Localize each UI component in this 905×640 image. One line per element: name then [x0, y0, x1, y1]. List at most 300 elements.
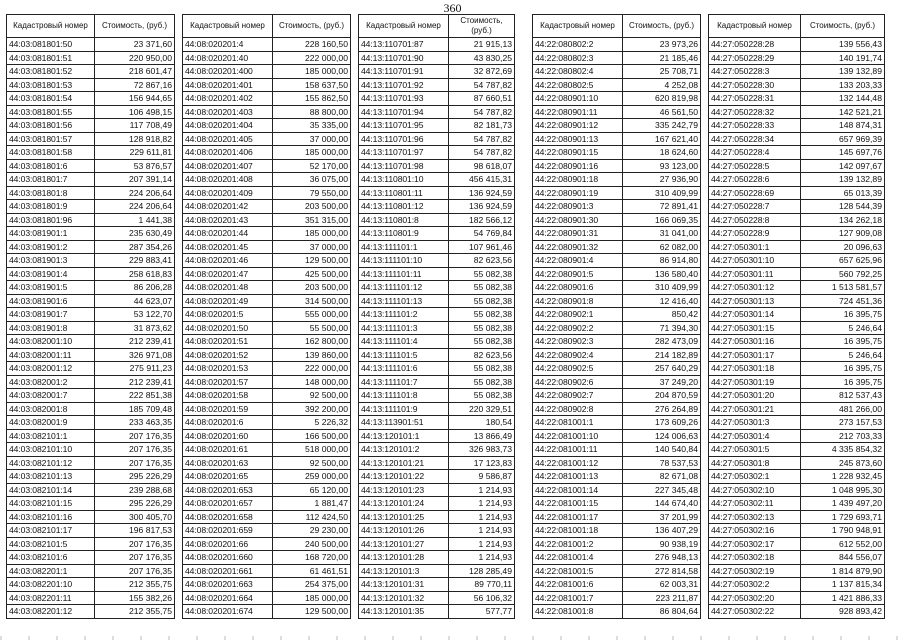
cost-cell: 155 862,50 [273, 92, 351, 106]
table-row [7, 537, 175, 551]
table-row [533, 213, 701, 227]
cadastral-number-cell: 44:03:081901:3 [7, 254, 95, 268]
table-row [359, 524, 515, 538]
cadastral-number-cell: 44:27:050302:2 [709, 578, 801, 592]
cost-cell: 456 415,31 [449, 173, 515, 187]
cadastral-number-cell: 44:03:081801:56 [7, 119, 95, 133]
table-row [709, 38, 885, 52]
cadastral-number-cell: 44:13:110801:9 [359, 227, 449, 241]
cost-cell: 282 473,09 [623, 335, 701, 349]
cadastral-number-cell: 44:03:081901:6 [7, 294, 95, 308]
table-row [709, 524, 885, 538]
cadastral-number-cell: 44:08:020201:674 [183, 605, 273, 619]
cadastral-number-cell: 44:03:082001:12 [7, 362, 95, 376]
table-row [183, 321, 351, 335]
cadastral-number-cell: 44:13:111101:5 [359, 348, 449, 362]
cadastral-number-cell: 44:27:050302:18 [709, 551, 801, 565]
table-row [7, 456, 175, 470]
cost-cell: 136 924,59 [449, 186, 515, 200]
table-row [533, 335, 701, 349]
cost-cell: 1 729 693,71 [801, 510, 885, 524]
table-row [183, 308, 351, 322]
table-row [183, 470, 351, 484]
cadastral-number-cell: 44:08:020201:40 [183, 51, 273, 65]
table-row [533, 240, 701, 254]
cadastral-number-cell: 44:03:081801:96 [7, 213, 95, 227]
cost-cell: 31 873,62 [95, 321, 175, 335]
cost-cell: 310 409,99 [623, 281, 701, 295]
table-row [7, 146, 175, 160]
cadastral-number-cell: 44:27:050302:20 [709, 591, 801, 605]
cadastral-number-cell: 44:08:020201:658 [183, 510, 273, 524]
cost-cell: 4 252,08 [623, 78, 701, 92]
table-row [533, 227, 701, 241]
cadastral-number-cell: 44:13:111101:8 [359, 389, 449, 403]
cadastral-number-cell: 44:13:111101:4 [359, 335, 449, 349]
table-row [183, 240, 351, 254]
cost-cell: 112 424,50 [273, 510, 351, 524]
cadastral-number-cell: 44:03:081801:55 [7, 105, 95, 119]
cadastral-number-cell: 44:13:120101:23 [359, 483, 449, 497]
cadastral-number-cell: 44:03:082101:17 [7, 524, 95, 538]
table-row [183, 551, 351, 565]
cost-cell: 1 441,38 [95, 213, 175, 227]
cost-cell: 145 697,76 [801, 146, 885, 160]
cost-cell: 254 375,00 [273, 578, 351, 592]
cadastral-number-cell: 44:03:081901:4 [7, 267, 95, 281]
cost-cell: 20 096,63 [801, 240, 885, 254]
table-row [709, 497, 885, 511]
cadastral-number-cell: 44:22:080902:1 [533, 308, 623, 322]
table-row [183, 267, 351, 281]
table-row [359, 389, 515, 403]
cost-cell: 128 544,39 [801, 200, 885, 214]
table-row [7, 591, 175, 605]
cadastral-number-cell: 44:13:113901:51 [359, 416, 449, 430]
cadastral-number-cell: 44:03:082101:14 [7, 483, 95, 497]
cost-cell: 9 586,87 [449, 470, 515, 484]
table-row [7, 281, 175, 295]
column-header-cost: Стоимость, (руб.) [95, 15, 175, 38]
cadastral-number-cell: 44:03:081801:9 [7, 200, 95, 214]
cost-cell: 23 371,60 [95, 38, 175, 52]
cost-cell: 207 176,35 [95, 564, 175, 578]
table-row [709, 159, 885, 173]
page-number: 360 [443, 1, 462, 15]
table-row [7, 578, 175, 592]
cost-cell: 335 242,79 [623, 119, 701, 133]
cost-cell: 326 983,73 [449, 443, 515, 457]
table-row [7, 132, 175, 146]
table-row [359, 294, 515, 308]
cost-cell: 204 870,59 [623, 389, 701, 403]
cadastral-number-cell: 44:13:110701:92 [359, 78, 449, 92]
cost-cell: 129 500,00 [273, 605, 351, 619]
cadastral-number-cell: 44:27:050228:30 [709, 78, 801, 92]
cadastral-number-cell: 44:13:120101:27 [359, 537, 449, 551]
cadastral-number-cell: 44:13:111101:3 [359, 321, 449, 335]
cadastral-number-cell: 44:08:020201:57 [183, 375, 273, 389]
cost-cell: 55 082,38 [449, 308, 515, 322]
cadastral-number-cell: 44:27:050301:8 [709, 456, 801, 470]
cadastral-number-cell: 44:03:082001:7 [7, 389, 95, 403]
table-row [533, 497, 701, 511]
cost-cell: 300 405,70 [95, 510, 175, 524]
table-row [7, 389, 175, 403]
cadastral-number-cell: 44:22:080902:4 [533, 348, 623, 362]
cost-cell: 55 082,38 [449, 375, 515, 389]
table-row [7, 335, 175, 349]
cost-cell: 276 264,89 [623, 402, 701, 416]
cost-cell: 65 120,00 [273, 483, 351, 497]
cadastral-number-cell: 44:27:050301:1 [709, 240, 801, 254]
cost-cell: 207 176,35 [95, 429, 175, 443]
cadastral-number-cell: 44:13:111101:2 [359, 308, 449, 322]
cadastral-number-cell: 44:22:081001:2 [533, 537, 623, 551]
cadastral-number-cell: 44:03:082001:2 [7, 375, 95, 389]
table-row [709, 308, 885, 322]
cost-cell: 140 540,84 [623, 443, 701, 457]
cadastral-number-cell: 44:13:120101:35 [359, 605, 449, 619]
cadastral-number-cell: 44:22:081001:5 [533, 564, 623, 578]
cost-cell: 37 249,20 [623, 375, 701, 389]
cost-cell: 54 769,84 [449, 227, 515, 241]
table-row [183, 254, 351, 268]
cost-cell: 212 239,41 [95, 335, 175, 349]
cost-cell: 207 176,35 [95, 456, 175, 470]
table-row [533, 51, 701, 65]
cadastral-number-cell: 44:03:081901:7 [7, 308, 95, 322]
cadastral-number-cell: 44:27:050302:11 [709, 497, 801, 511]
table-row [709, 348, 885, 362]
table-row [533, 591, 701, 605]
cost-cell: 518 000,00 [273, 443, 351, 457]
cost-cell: 287 354,26 [95, 240, 175, 254]
cadastral-number-cell: 44:08:020201:48 [183, 281, 273, 295]
cost-cell: 223 211,87 [623, 591, 701, 605]
cost-cell: 55 500,00 [273, 321, 351, 335]
table-row [709, 551, 885, 565]
cost-cell: 56 106,32 [449, 591, 515, 605]
cost-cell: 612 552,00 [801, 537, 885, 551]
cost-cell: 78 537,53 [623, 456, 701, 470]
table-row [359, 605, 515, 619]
cost-cell: 12 416,40 [623, 294, 701, 308]
cadastral-number-cell: 44:13:120101:25 [359, 510, 449, 524]
table-row [533, 416, 701, 430]
table-row [183, 416, 351, 430]
table-row [533, 564, 701, 578]
cadastral-number-cell: 44:22:080901:31 [533, 227, 623, 241]
table-row [709, 564, 885, 578]
table-row [533, 65, 701, 79]
cadastral-number-cell: 44:08:020201:43 [183, 213, 273, 227]
table-row [7, 416, 175, 430]
cadastral-number-cell: 44:22:080901:16 [533, 159, 623, 173]
cost-cell: 54 787,82 [449, 146, 515, 160]
table-row [183, 38, 351, 52]
cost-cell: 577,77 [449, 605, 515, 619]
cadastral-number-cell: 44:08:020201:46 [183, 254, 273, 268]
cost-cell: 812 537,43 [801, 389, 885, 403]
cadastral-number-cell: 44:03:082101:1 [7, 429, 95, 443]
table-row [7, 200, 175, 214]
table-row [359, 267, 515, 281]
cadastral-number-cell: 44:03:082101:5 [7, 537, 95, 551]
cadastral-number-cell: 44:13:111101:6 [359, 362, 449, 376]
cadastral-number-cell: 44:03:081901:8 [7, 321, 95, 335]
cadastral-number-cell: 44:27:050302:19 [709, 564, 801, 578]
cost-cell: 89 770,11 [449, 578, 515, 592]
cost-cell: 139 132,89 [801, 65, 885, 79]
cost-cell: 17 123,83 [449, 456, 515, 470]
cost-cell: 1 048 995,30 [801, 483, 885, 497]
table-row [709, 470, 885, 484]
table-row [183, 591, 351, 605]
table-row [7, 92, 175, 106]
cadastral-number-cell: 44:27:050228:31 [709, 92, 801, 106]
table-row [533, 605, 701, 619]
cost-cell: 224 206,64 [95, 186, 175, 200]
cost-cell: 55 082,38 [449, 362, 515, 376]
cost-cell: 82 623,56 [449, 348, 515, 362]
cadastral-number-cell: 44:03:081801:57 [7, 132, 95, 146]
table-row [7, 65, 175, 79]
table-row [359, 591, 515, 605]
cadastral-number-cell: 44:27:050301:4 [709, 429, 801, 443]
table-row [183, 51, 351, 65]
cadastral-number-cell: 44:13:110701:94 [359, 105, 449, 119]
cadastral-number-cell: 44:13:111101:9 [359, 402, 449, 416]
table-row [183, 78, 351, 92]
cost-cell: 86 914,80 [623, 254, 701, 268]
cadastral-number-cell: 44:08:020201:401 [183, 78, 273, 92]
cadastral-number-cell: 44:03:082001:8 [7, 402, 95, 416]
table-row [359, 51, 515, 65]
cost-cell: 129 500,00 [273, 254, 351, 268]
table-row [359, 132, 515, 146]
cost-cell: 259 000,00 [273, 470, 351, 484]
table-row [533, 308, 701, 322]
cadastral-number-cell: 44:22:080901:10 [533, 92, 623, 106]
cost-cell: 37 201,99 [623, 510, 701, 524]
table-row [183, 92, 351, 106]
table-row [183, 146, 351, 160]
table-row [183, 348, 351, 362]
cost-cell: 239 288,68 [95, 483, 175, 497]
cost-cell: 32 872,69 [449, 65, 515, 79]
cadastral-number-cell: 44:22:080901:30 [533, 213, 623, 227]
table-row [183, 186, 351, 200]
cost-cell: 207 176,35 [95, 537, 175, 551]
cadastral-number-cell: 44:27:050301:14 [709, 308, 801, 322]
cost-cell: 214 182,89 [623, 348, 701, 362]
cadastral-tables [0, 14, 905, 634]
table-row [709, 294, 885, 308]
table-row [183, 227, 351, 241]
cost-cell: 5 246,64 [801, 321, 885, 335]
cadastral-number-cell: 44:08:020201:6 [183, 416, 273, 430]
cadastral-number-cell: 44:27:050301:3 [709, 416, 801, 430]
table-row [359, 200, 515, 214]
cost-cell: 62 003,31 [623, 578, 701, 592]
cadastral-number-cell: 44:03:081901:2 [7, 240, 95, 254]
table-row [183, 564, 351, 578]
table-row [533, 348, 701, 362]
table-row [709, 173, 885, 187]
cost-cell: 245 873,60 [801, 456, 885, 470]
table-row [709, 227, 885, 241]
cost-cell: 72 867,16 [95, 78, 175, 92]
cost-cell: 1 814 879,90 [801, 564, 885, 578]
table-row [183, 119, 351, 133]
table-row [359, 281, 515, 295]
cadastral-number-cell: 44:08:020201:52 [183, 348, 273, 362]
table-row [533, 78, 701, 92]
cost-cell: 844 556,07 [801, 551, 885, 565]
cadastral-number-cell: 44:27:050301:10 [709, 254, 801, 268]
cadastral-number-cell: 44:03:081801:6 [7, 159, 95, 173]
cost-cell: 53 876,57 [95, 159, 175, 173]
cost-cell: 54 787,82 [449, 132, 515, 146]
cost-cell: 82 623,56 [449, 254, 515, 268]
table-row [533, 578, 701, 592]
table-row [709, 375, 885, 389]
cadastral-number-cell: 44:27:050228:33 [709, 119, 801, 133]
cost-cell: 44 623,07 [95, 294, 175, 308]
cost-cell: 1 137 815,34 [801, 578, 885, 592]
cost-cell: 166 069,35 [623, 213, 701, 227]
cost-cell: 724 451,36 [801, 294, 885, 308]
cadastral-number-cell: 44:08:020201:400 [183, 65, 273, 79]
cost-cell: 92 500,00 [273, 389, 351, 403]
cost-cell: 124 006,63 [623, 429, 701, 443]
cadastral-number-cell: 44:03:082001:9 [7, 416, 95, 430]
table-row [533, 200, 701, 214]
table-row [183, 294, 351, 308]
cost-cell: 166 500,00 [273, 429, 351, 443]
cost-cell: 136 580,40 [623, 267, 701, 281]
table-row [359, 173, 515, 187]
table-row [7, 348, 175, 362]
table-row [7, 402, 175, 416]
cadastral-number-cell: 44:08:020201:42 [183, 200, 273, 214]
table-row [709, 240, 885, 254]
table-row [7, 213, 175, 227]
cadastral-number-cell: 44:08:020201:661 [183, 564, 273, 578]
cost-cell: 55 082,38 [449, 281, 515, 295]
cost-cell: 310 409,99 [623, 186, 701, 200]
table-row [709, 483, 885, 497]
cadastral-number-cell: 44:13:111101:7 [359, 375, 449, 389]
column-header-cost: Стоимость, (руб.) [623, 15, 701, 38]
cost-cell: 140 191,74 [801, 51, 885, 65]
table-row [533, 132, 701, 146]
cost-cell: 52 170,00 [273, 159, 351, 173]
cadastral-number-cell: 44:08:020201:408 [183, 173, 273, 187]
cadastral-number-cell: 44:08:020201:659 [183, 524, 273, 538]
table-row [183, 578, 351, 592]
cadastral-number-cell: 44:27:050301:20 [709, 389, 801, 403]
table-row [7, 173, 175, 187]
table-row [709, 335, 885, 349]
cost-cell: 31 041,00 [623, 227, 701, 241]
cadastral-number-cell: 44:22:081001:8 [533, 605, 623, 619]
table-row [7, 51, 175, 65]
table-row [533, 38, 701, 52]
cost-cell: 71 394,30 [623, 321, 701, 335]
cadastral-number-cell: 44:08:020201:407 [183, 159, 273, 173]
table-row [359, 537, 515, 551]
table-row [7, 159, 175, 173]
cost-cell: 93 123,00 [623, 159, 701, 173]
table-row [7, 308, 175, 322]
cadastral-number-cell: 44:13:120101:22 [359, 470, 449, 484]
cadastral-number-cell: 44:27:050228:32 [709, 105, 801, 119]
cadastral-number-cell: 44:13:110701:90 [359, 51, 449, 65]
cadastral-number-cell: 44:08:020201:50 [183, 321, 273, 335]
cost-cell: 185 000,00 [273, 146, 351, 160]
cadastral-number-cell: 44:27:050302:10 [709, 483, 801, 497]
cost-cell: 117 708,49 [95, 119, 175, 133]
cost-cell: 257 640,29 [623, 362, 701, 376]
cost-cell: 82 671,08 [623, 470, 701, 484]
cadastral-number-cell: 44:27:050301:18 [709, 362, 801, 376]
cost-cell: 1 214,93 [449, 497, 515, 511]
cost-cell: 139 556,43 [801, 38, 885, 52]
cadastral-number-cell: 44:08:020201:664 [183, 591, 273, 605]
table-row [183, 402, 351, 416]
cadastral-number-cell: 44:03:082201:1 [7, 564, 95, 578]
cadastral-number-cell: 44:08:020201:403 [183, 105, 273, 119]
cost-cell: 90 938,19 [623, 537, 701, 551]
cadastral-number-cell: 44:03:081801:54 [7, 92, 95, 106]
cost-cell: 351 315,00 [273, 213, 351, 227]
table-row [359, 470, 515, 484]
cadastral-number-cell: 44:08:020201:409 [183, 186, 273, 200]
cadastral-number-cell: 44:08:020201:402 [183, 92, 273, 106]
table-row [7, 497, 175, 511]
table-row [7, 294, 175, 308]
table-row [709, 146, 885, 160]
cost-cell: 258 618,83 [95, 267, 175, 281]
table-row [183, 105, 351, 119]
table-row [7, 524, 175, 538]
cost-cell: 481 266,00 [801, 402, 885, 416]
table-row [709, 416, 885, 430]
cost-cell: 167 621,40 [623, 132, 701, 146]
cadastral-number-cell: 44:13:110701:95 [359, 119, 449, 133]
cost-cell: 136 407,29 [623, 524, 701, 538]
cadastral-number-cell: 44:13:120101:24 [359, 497, 449, 511]
cadastral-number-cell: 44:08:020201:406 [183, 146, 273, 160]
cadastral-number-cell: 44:22:080901:3 [533, 200, 623, 214]
table-row [359, 483, 515, 497]
cost-cell: 55 082,38 [449, 267, 515, 281]
cadastral-number-cell: 44:27:050302:16 [709, 524, 801, 538]
cost-cell: 98 618,07 [449, 159, 515, 173]
table-row [709, 105, 885, 119]
table-row [7, 119, 175, 133]
table-row [709, 132, 885, 146]
cadastral-number-cell: 44:13:120101:32 [359, 591, 449, 605]
cadastral-number-cell: 44:13:120101:3 [359, 564, 449, 578]
cadastral-number-cell: 44:13:120101:26 [359, 524, 449, 538]
cost-cell: 240 500,00 [273, 537, 351, 551]
column-header-cost: Стоимость, (руб.) [801, 15, 885, 38]
cost-cell: 235 630,49 [95, 227, 175, 241]
table-row [183, 537, 351, 551]
